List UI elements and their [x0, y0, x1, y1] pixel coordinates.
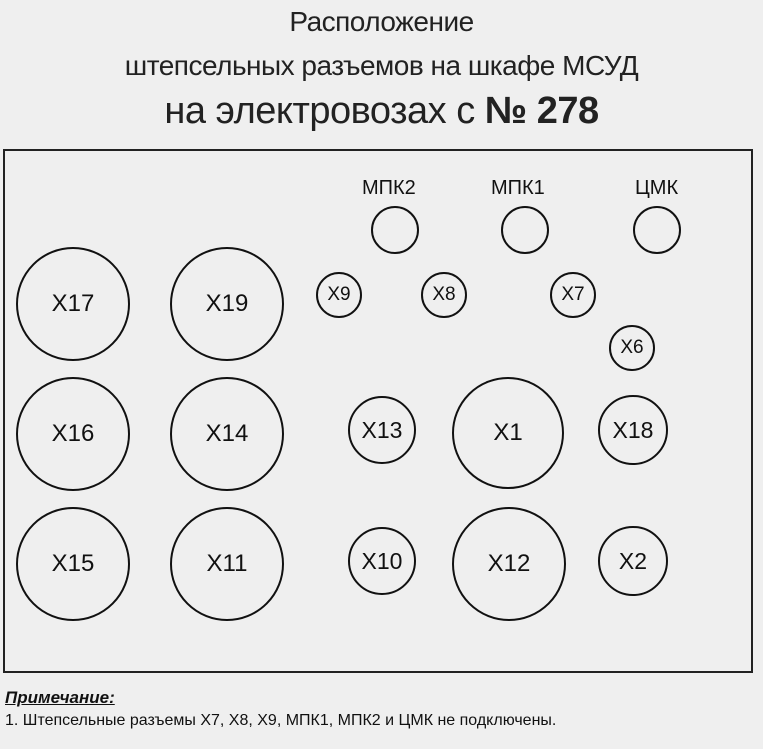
mpk2-connector[interactable] [371, 206, 419, 254]
connector-x11[interactable]: X11 [170, 507, 284, 621]
connector-x2[interactable]: X2 [598, 526, 668, 596]
connector-x9[interactable]: X9 [316, 272, 362, 318]
connector-x1[interactable]: X1 [452, 377, 564, 489]
connector-x15[interactable]: X15 [16, 507, 130, 621]
connector-x16[interactable]: X16 [16, 377, 130, 491]
mpk2-label: МПК2 [362, 177, 416, 199]
connector-x10[interactable]: X10 [348, 527, 416, 595]
mpk1-connector[interactable] [501, 206, 549, 254]
connector-x6[interactable]: X6 [609, 325, 655, 371]
title-line-3 [0, 90, 763, 133]
connector-x13[interactable]: X13 [348, 396, 416, 464]
tsmk-label: ЦМК [635, 177, 679, 199]
connector-x17[interactable]: X17 [16, 247, 130, 361]
connector-x19[interactable]: X19 [170, 247, 284, 361]
tsmk-connector[interactable] [633, 206, 681, 254]
connector-x18[interactable]: X18 [598, 395, 668, 465]
mpk1-label: МПК1 [491, 177, 545, 199]
connector-x7[interactable]: X7 [550, 272, 596, 318]
connector-x12[interactable]: X12 [452, 507, 566, 621]
cabinet-panel [3, 149, 753, 673]
connector-x8[interactable]: X8 [421, 272, 467, 318]
title-line-2: штепсельных разъемов на шкафе МСУД [124, 50, 639, 81]
title-line-3-prefix: на электровозах с [164, 90, 475, 132]
locomotive-number: № 278 [484, 90, 599, 132]
note-text: 1. Штепсельные разъемы Х7, Х8, Х9, МПК1, МПК2 и ЦМК не подключены. [5, 712, 557, 729]
note-heading: Примечание: [5, 688, 115, 707]
connector-x14[interactable]: X14 [170, 377, 284, 491]
title-line-1: Расположение [289, 6, 474, 37]
